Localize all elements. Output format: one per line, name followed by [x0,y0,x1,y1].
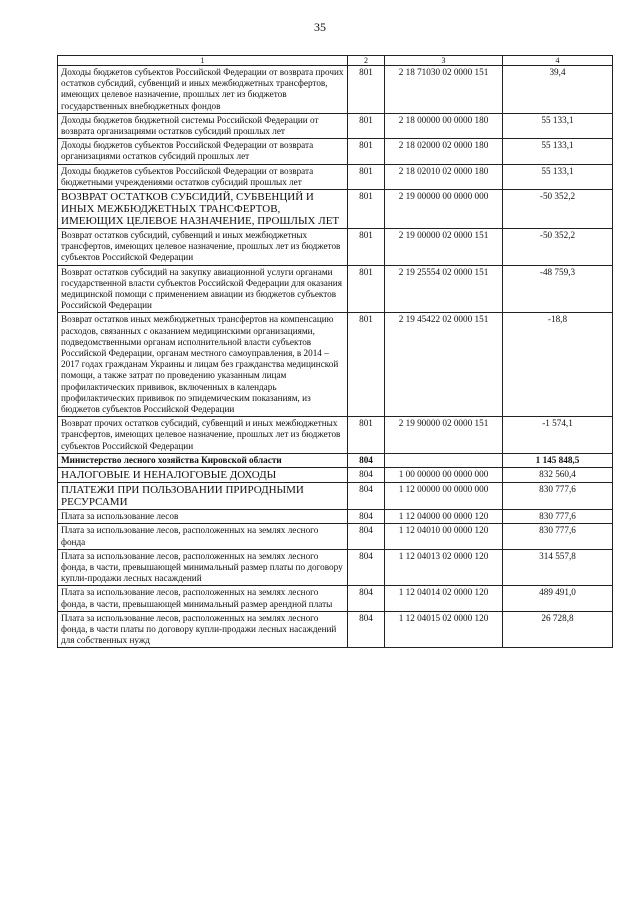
row-amount-cell: 314 557,8 [503,549,613,586]
row-amount-cell: 55 133,1 [503,164,613,189]
column-header: 2 [348,56,385,66]
row-name-cell: Плата за использование лесов [58,510,348,524]
row-budget-code-cell: 2 19 25554 02 0000 151 [385,265,503,313]
row-name-cell: Плата за использование лесов, расположенных на землях лесного фонда, в части платы по договору купли-продажи лесных насаждений для собственных нужд [58,611,348,648]
row-name-cell: Доходы бюджетов субъектов Российской Федерации от возврата прочих остатков субсидий, субвенций и иных межбюджетных трансфертов, имеющих целевое назначение, прошлых лет из бюджетов государственных внебюджетных фондов [58,66,348,114]
row-admin-code-cell: 801 [348,229,385,266]
row-admin-code-cell: 801 [348,139,385,164]
table-row [58,190,613,229]
row-admin-code-cell: 804 [348,483,385,510]
row-amount-cell: -18,8 [503,313,613,417]
row-admin-code-cell: 801 [348,113,385,138]
row-name-cell: Возврат остатков иных межбюджетных трансфертов на компенсацию расходов, связанных с оказанием медицинскими организациями, подведомственными органам исполнительной власти субъектов Российской Федерации, органам местного самоуправления, в 2014 – 2017 годах гражданам Украины и лицам без гражданства медицинской помощи, а также затрат по проведению указанным лицам профилактических прививок, включенных в календарь профилактических прививок по эпидемическим показаниям, из бюджетов субъектов Российской Федерации [58,313,348,417]
row-admin-code-cell: 804 [348,611,385,648]
row-budget-code-cell: 2 19 00000 02 0000 151 [385,229,503,266]
table-row [58,229,613,266]
row-amount-cell: 830 777,6 [503,483,613,510]
row-name-cell: Плата за использование лесов, расположенных на землях лесного фонда [58,524,348,549]
row-amount-cell: -1 574,1 [503,417,613,454]
budget-revenue-table [57,55,613,648]
row-amount-cell: 830 777,6 [503,510,613,524]
row-budget-code-cell: 1 00 00000 00 0000 000 [385,468,503,483]
row-admin-code-cell: 801 [348,417,385,454]
table-header-row [58,56,613,66]
row-budget-code-cell: 2 19 00000 00 0000 000 [385,190,503,229]
row-admin-code-cell: 801 [348,66,385,114]
table-row [58,611,613,648]
row-admin-code-cell: 804 [348,586,385,611]
row-amount-cell: 39,4 [503,66,613,114]
row-admin-code-cell: 801 [348,190,385,229]
table-row [58,66,613,114]
table-row [58,313,613,417]
row-admin-code-cell: 804 [348,510,385,524]
row-amount-cell: 26 728,8 [503,611,613,648]
table-row [58,549,613,586]
row-name-cell: Плата за использование лесов, расположенных на землях лесного фонда, в части, превышающей минимальный размер платы по договору купли-продажи лесных насаждений [58,549,348,586]
table-row [58,510,613,524]
table-row [58,417,613,454]
row-amount-cell: 489 491,0 [503,586,613,611]
table-row [58,586,613,611]
row-budget-code-cell: 2 18 71030 02 0000 151 [385,66,503,114]
row-budget-code-cell: 1 12 04000 00 0000 120 [385,510,503,524]
row-budget-code-cell: 2 18 00000 00 0000 180 [385,113,503,138]
row-amount-cell: -48 759,3 [503,265,613,313]
column-header: 1 [58,56,348,66]
row-admin-code-cell: 801 [348,164,385,189]
row-name-cell: Доходы бюджетов бюджетной системы Российской Федерации от возврата организациями остатков субсидий прошлых лет [58,113,348,138]
table-row [58,453,613,467]
row-admin-code-cell: 801 [348,265,385,313]
row-budget-code-cell: 1 12 04014 02 0000 120 [385,586,503,611]
row-name-cell: Доходы бюджетов субъектов Российской Федерации от возврата бюджетными учреждениями остатков субсидий прошлых лет [58,164,348,189]
row-amount-cell: 830 777,6 [503,524,613,549]
row-budget-code-cell: 1 12 04013 02 0000 120 [385,549,503,586]
row-budget-code-cell: 1 12 04015 02 0000 120 [385,611,503,648]
row-admin-code-cell: 804 [348,549,385,586]
table-row [58,265,613,313]
row-admin-code-cell: 804 [348,468,385,483]
column-header: 4 [503,56,613,66]
row-name-cell: ВОЗВРАТ ОСТАТКОВ СУБСИДИЙ, СУБВЕНЦИЙ И ИНЫХ МЕЖБЮДЖЕТНЫХ ТРАНСФЕРТОВ, ИМЕЮЩИХ ЦЕЛЕВОЕ НАЗНАЧЕНИЕ, ПРОШЛЫХ ЛЕТ [58,190,348,229]
row-amount-cell: 832 560,4 [503,468,613,483]
table-row [58,483,613,510]
table-row [58,113,613,138]
row-name-cell: НАЛОГОВЫЕ И НЕНАЛОГОВЫЕ ДОХОДЫ [58,468,348,483]
row-amount-cell: -50 352,2 [503,229,613,266]
row-amount-cell: -50 352,2 [503,190,613,229]
row-name-cell: Доходы бюджетов субъектов Российской Федерации от возврата организациями остатков субсидий прошлых лет [58,139,348,164]
row-admin-code-cell: 804 [348,524,385,549]
table-body [58,66,613,648]
row-name-cell: Министерство лесного хозяйства Кировской области [58,453,348,467]
row-admin-code-cell: 801 [348,313,385,417]
row-budget-code-cell: 2 19 45422 02 0000 151 [385,313,503,417]
row-budget-code-cell [385,453,503,467]
column-header: 3 [385,56,503,66]
row-name-cell: ПЛАТЕЖИ ПРИ ПОЛЬЗОВАНИИ ПРИРОДНЫМИ РЕСУРСАМИ [58,483,348,510]
row-budget-code-cell: 2 18 02010 02 0000 180 [385,164,503,189]
row-admin-code-cell: 804 [348,453,385,467]
row-budget-code-cell: 1 12 04010 00 0000 120 [385,524,503,549]
row-name-cell: Возврат прочих остатков субсидий, субвенций и иных межбюджетных трансфертов, имеющих целевое назначение, прошлых лет из бюджетов субъектов Российской Федерации [58,417,348,454]
row-budget-code-cell: 2 18 02000 02 0000 180 [385,139,503,164]
row-budget-code-cell: 1 12 00000 00 0000 000 [385,483,503,510]
row-name-cell: Возврат остатков субсидий на закупку авиационной услуги органами государственной власти субъектов Российской Федерации для оказания медицинской помощи с применением авиации из бюджетов субъектов Российской Федерации [58,265,348,313]
row-amount-cell: 55 133,1 [503,113,613,138]
row-amount-cell: 1 145 848,5 [503,453,613,467]
table-row [58,468,613,483]
table-row [58,164,613,189]
table-row [58,524,613,549]
row-amount-cell: 55 133,1 [503,139,613,164]
page-number: 35 [314,20,326,34]
row-name-cell: Плата за использование лесов, расположенных на землях лесного фонда, в части, превышающей минимальный размер арендной платы [58,586,348,611]
table-row [58,139,613,164]
row-name-cell: Возврат остатков субсидий, субвенций и иных межбюджетных трансфертов, имеющих целевое назначение, прошлых лет из бюджетов субъектов Российской Федерации [58,229,348,266]
row-budget-code-cell: 2 19 90000 02 0000 151 [385,417,503,454]
